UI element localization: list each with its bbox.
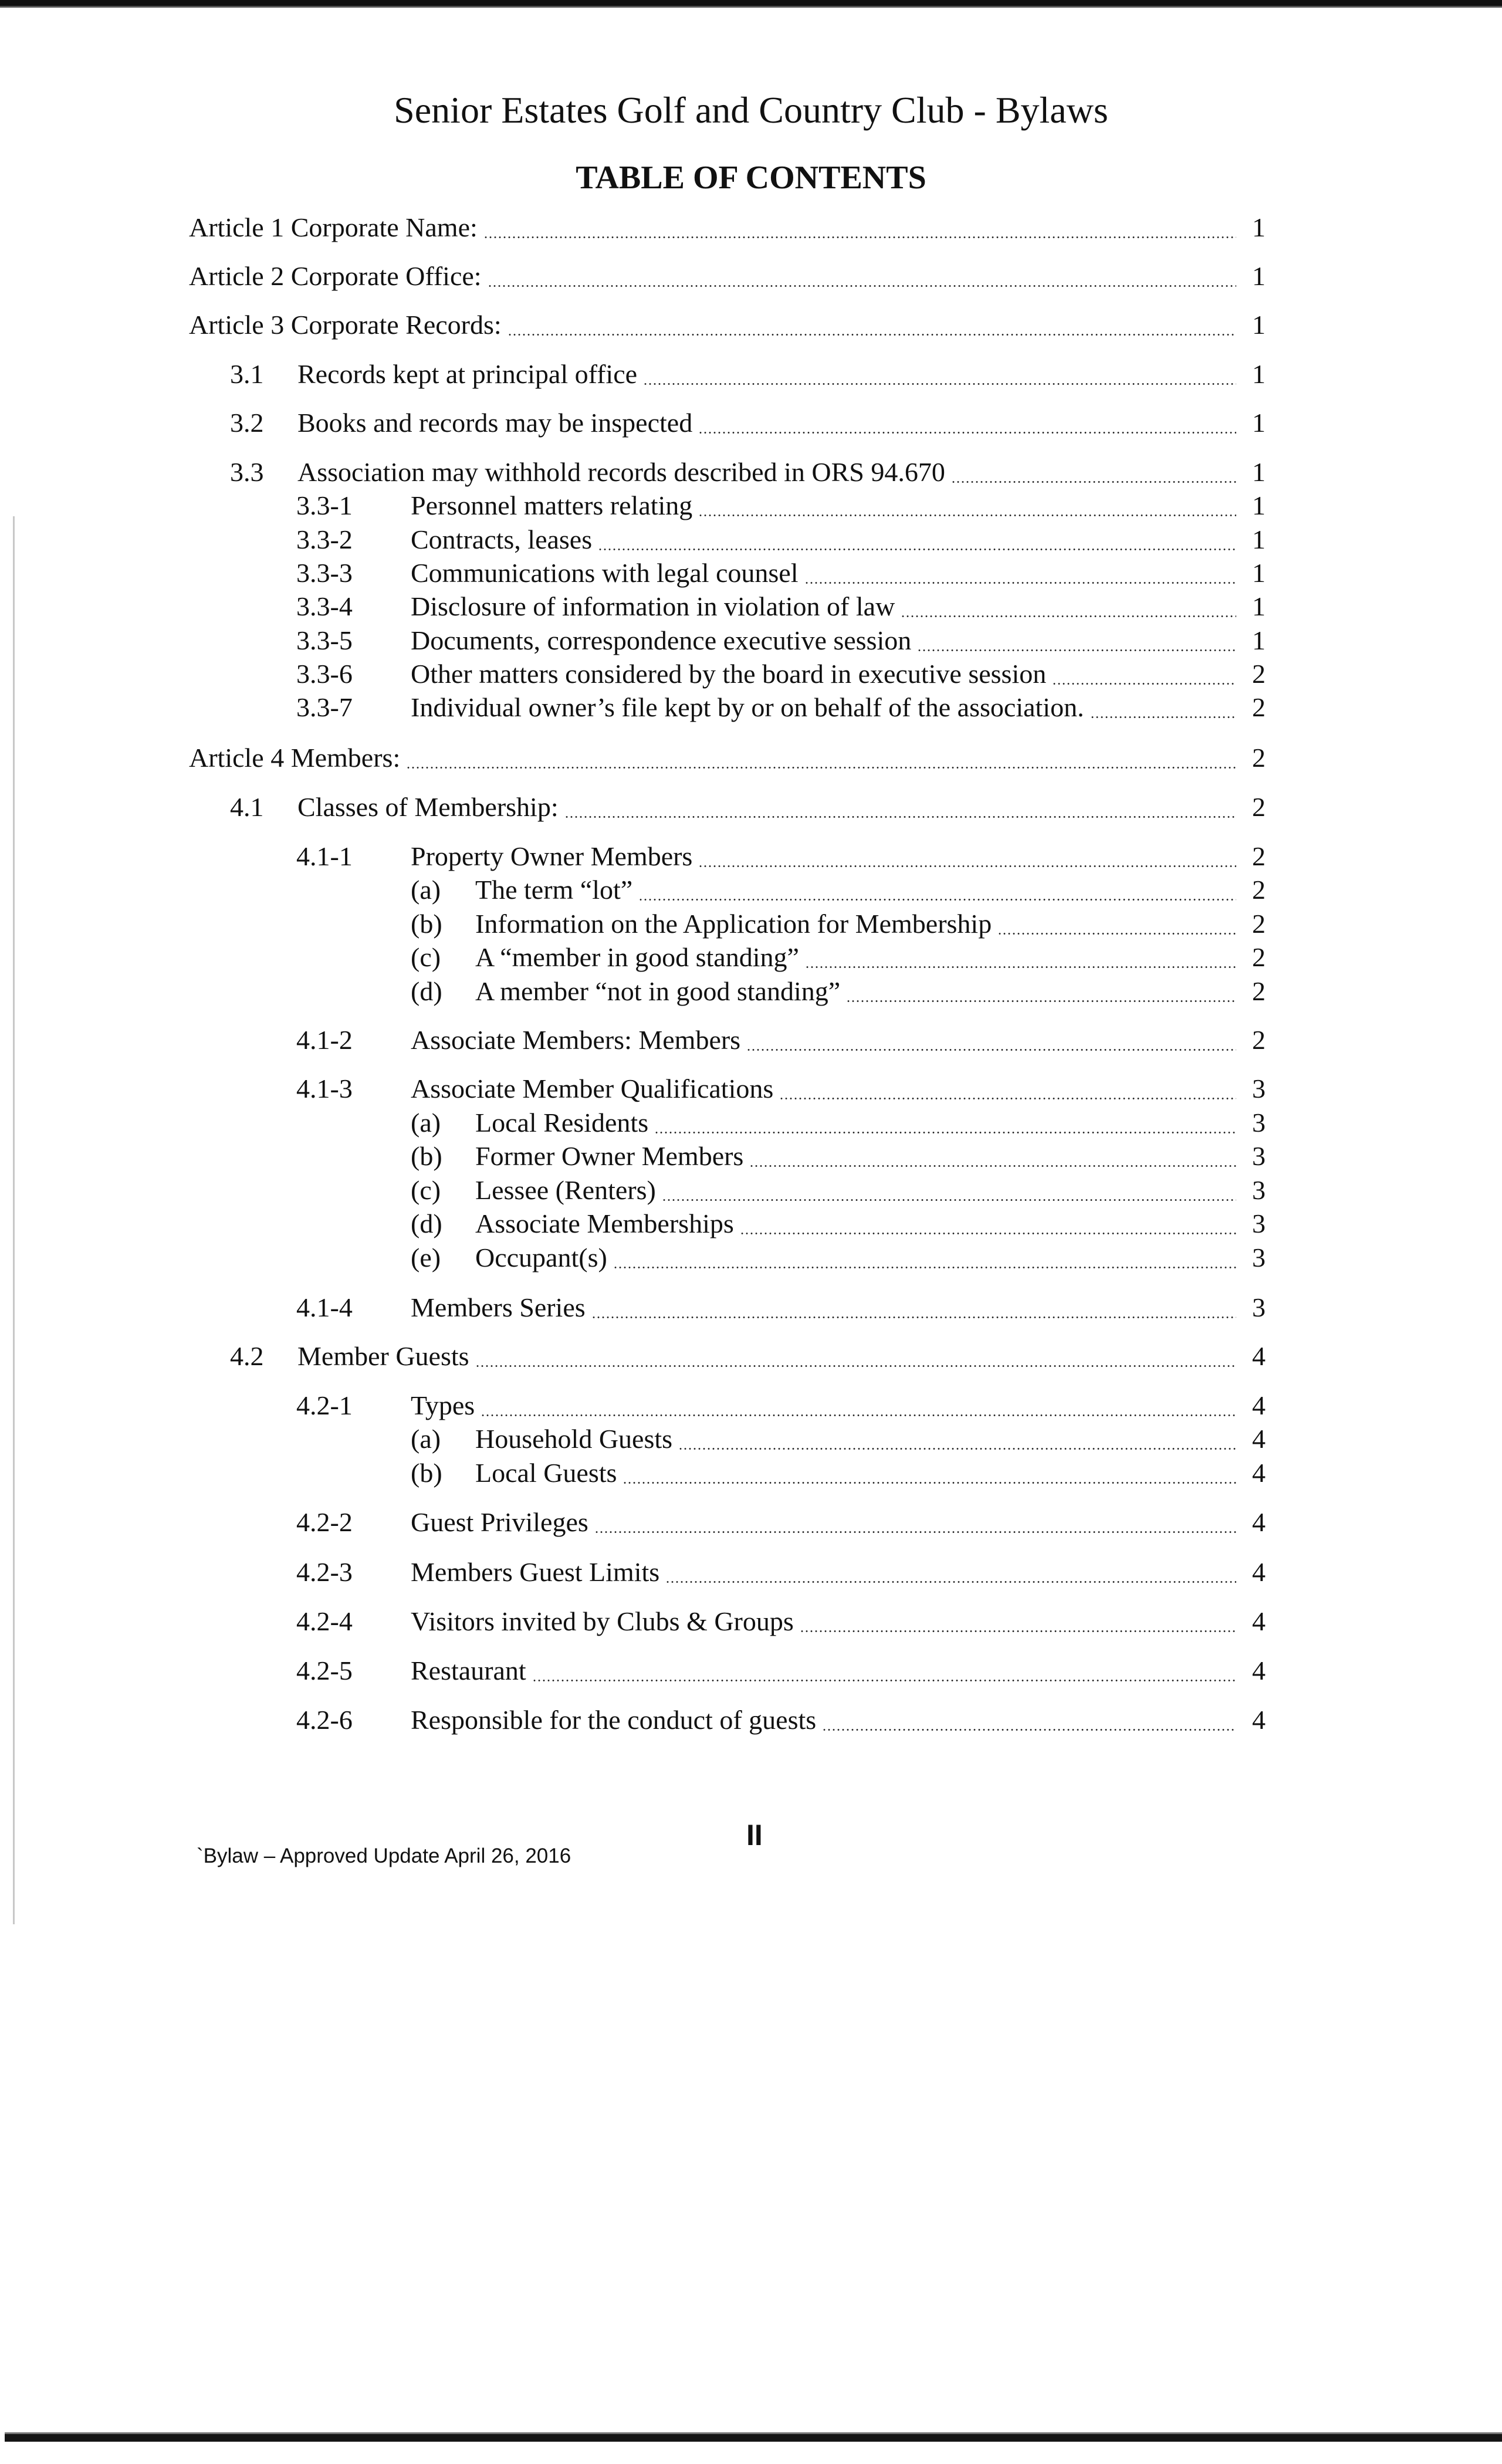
toc-entry-title: Disclosure of information in violation of law (411, 591, 895, 621)
toc-entry-page: 2 (1252, 942, 1266, 972)
toc-entry-number: (c) (411, 942, 441, 972)
toc-entry-page: 1 (1252, 408, 1266, 438)
toc-entry-title: Types (411, 1390, 475, 1420)
toc-entry-page: 3 (1252, 1209, 1266, 1238)
dot-leader (805, 966, 1236, 968)
toc-entry (296, 1023, 1266, 1058)
dot-leader (662, 1199, 1236, 1201)
scan-edge-bottom (5, 2432, 1502, 2443)
toc-entry-page: 4 (1252, 1341, 1266, 1371)
toc-entry-number: 3.3-3 (296, 558, 353, 588)
toc-entry-page: 2 (1252, 909, 1266, 939)
dot-leader (997, 933, 1236, 935)
toc-entry-title: Former Owner Members (475, 1141, 744, 1171)
toc-entry-title: Records kept at principal office (297, 359, 638, 389)
dot-leader (698, 865, 1236, 867)
dot-leader (901, 615, 1236, 617)
toc-entry (230, 790, 1266, 825)
toc-entry (230, 455, 1266, 490)
toc-entry (411, 1206, 1266, 1241)
toc-entry (189, 740, 1266, 776)
dot-leader (779, 1098, 1236, 1099)
toc-entry-number: 4.2-1 (296, 1390, 353, 1420)
dot-leader (638, 899, 1236, 901)
toc-entry-title: Contracts, leases (411, 524, 593, 554)
dot-leader (951, 481, 1236, 483)
toc-entry-number: (b) (411, 1141, 442, 1171)
toc-entry (296, 839, 1266, 874)
toc-entry-page: 1 (1252, 558, 1266, 588)
toc-entry-title: Other matters considered by the board in executive session (411, 659, 1047, 689)
toc-entry-number: 3.3-5 (296, 625, 353, 655)
toc-entry-page: 4 (1252, 1705, 1266, 1735)
toc-entry-number: 3.3-1 (296, 490, 353, 520)
toc-entry-number: (d) (411, 1209, 442, 1238)
toc-entry-number: (a) (411, 1108, 441, 1138)
toc-entry-title: The term “lot” (475, 875, 633, 905)
toc-entry-title: Household Guests (475, 1424, 673, 1454)
dot-leader (1052, 683, 1236, 685)
toc-entry-title: Local Guests (475, 1458, 617, 1488)
toc-entry (296, 556, 1266, 591)
toc-entry-number: 4.2 (230, 1341, 264, 1371)
toc-entry-page: 2 (1252, 841, 1266, 871)
toc-entry-title: Individual owner’s file kept by or on behalf of the association. (411, 692, 1084, 722)
toc-entry-title: Books and records may be inspected (297, 408, 693, 438)
dot-leader (488, 285, 1236, 287)
toc-entry-title: Associate Member Qualifications (411, 1074, 774, 1104)
toc-entry (296, 1555, 1266, 1590)
toc-entry-page: 1 (1252, 261, 1266, 291)
toc-entry (411, 1456, 1266, 1491)
toc-entry (296, 589, 1266, 624)
dot-leader (804, 582, 1236, 584)
toc-entry (411, 974, 1266, 1009)
toc-entry-number: 3.3-4 (296, 591, 353, 621)
toc-entry-title: Associate Members: Members (411, 1025, 741, 1055)
toc-entry-title: A “member in good standing” (475, 942, 799, 972)
toc-entry-page: 1 (1252, 212, 1266, 242)
toc-entry (296, 488, 1266, 523)
toc-entry (296, 1505, 1266, 1540)
toc-entry-title: Local Residents (475, 1108, 649, 1138)
toc-entry-title: Communications with legal counsel (411, 558, 799, 588)
toc-entry-title: Guest Privileges (411, 1507, 588, 1537)
toc-entry (296, 1071, 1266, 1106)
dot-leader (654, 1132, 1236, 1133)
toc-entry-number: (b) (411, 909, 442, 939)
toc-entry (296, 656, 1266, 692)
toc-entry-page: 1 (1252, 359, 1266, 389)
toc-entry-page: 3 (1252, 1292, 1266, 1322)
toc-entry-number: 4.1-2 (296, 1025, 353, 1055)
toc-entry (230, 357, 1266, 392)
toc-entry-title: Member Guests (297, 1341, 469, 1371)
dot-leader (846, 1000, 1236, 1002)
toc-entry-number: 4.1-3 (296, 1074, 353, 1104)
toc-entry (411, 1421, 1266, 1457)
toc-entry-page: 1 (1252, 625, 1266, 655)
toc-heading: TABLE OF CONTENTS (576, 160, 926, 196)
toc-entry (411, 1105, 1266, 1140)
dot-leader (1090, 716, 1236, 718)
toc-entry (296, 623, 1266, 658)
toc-entry-page: 1 (1252, 591, 1266, 621)
toc-entry-number: 4.2-4 (296, 1606, 353, 1636)
page-number: II (746, 1819, 763, 1852)
toc-entry (189, 259, 1266, 294)
toc-entry-page: 3 (1252, 1243, 1266, 1272)
dot-leader (406, 767, 1236, 769)
toc-entry-number: 4.2-3 (296, 1557, 353, 1587)
toc-entry-page: 1 (1252, 310, 1266, 340)
toc-entry (411, 1240, 1266, 1275)
toc-entry (296, 1290, 1266, 1325)
dot-leader (564, 816, 1236, 818)
toc-entry-page: 4 (1252, 1458, 1266, 1488)
toc-entry-page: 3 (1252, 1141, 1266, 1171)
toc-entry-title: Property Owner Members (411, 841, 693, 871)
toc-entry-page: 3 (1252, 1108, 1266, 1138)
toc-entry (189, 307, 1266, 343)
toc-entry-page: 2 (1252, 792, 1266, 822)
dot-leader (598, 549, 1236, 550)
toc-entry (296, 690, 1266, 725)
toc-entry (296, 1703, 1266, 1738)
toc-entry-page: 4 (1252, 1656, 1266, 1685)
scan-edge-top (0, 0, 1502, 9)
toc-entry-number: 3.3 (230, 457, 264, 487)
toc-entry-number: 3.3-2 (296, 524, 353, 554)
toc-entry (411, 940, 1266, 975)
toc-entry (230, 405, 1266, 441)
toc-entry-title: Associate Memberships (475, 1209, 734, 1238)
toc-entry-title: Occupant(s) (475, 1243, 607, 1272)
toc-entry-title: Classes of Membership: (297, 792, 559, 822)
toc-entry-page: 2 (1252, 1025, 1266, 1055)
toc-entry-title: Members Series (411, 1292, 586, 1322)
toc-entry-page: 2 (1252, 692, 1266, 722)
toc-entry-title: Personnel matters relating (411, 490, 693, 520)
toc-entry-number: (d) (411, 976, 442, 1006)
dot-leader (822, 1729, 1236, 1731)
toc-entry-number: 3.3-6 (296, 659, 353, 689)
toc-entry-title: Visitors invited by Clubs & Groups (411, 1606, 794, 1636)
toc-entry-number: 3.2 (230, 408, 264, 438)
toc-entry (411, 906, 1266, 942)
toc-entry-number: 4.2-5 (296, 1656, 353, 1685)
dot-leader (665, 1581, 1236, 1583)
dot-leader (678, 1448, 1236, 1450)
toc-entry-number: 4.1-1 (296, 841, 353, 871)
scan-edge-left (13, 516, 15, 1924)
toc-entry-page: 1 (1252, 524, 1266, 554)
toc-entry-page: 2 (1252, 875, 1266, 905)
dot-leader (591, 1316, 1236, 1318)
toc-entry-title: Information on the Application for Membership (475, 909, 992, 939)
toc-entry-page: 1 (1252, 457, 1266, 487)
toc-entry-number: (a) (411, 875, 441, 905)
toc-entry-page: 2 (1252, 743, 1266, 773)
toc-entry-title: Article 3 Corporate Records: (189, 310, 502, 340)
toc-entry-title: Article 4 Members: (189, 743, 401, 773)
toc-entry-page: 4 (1252, 1390, 1266, 1420)
toc-entry (411, 1139, 1266, 1174)
toc-entry-number: 3.3-7 (296, 692, 353, 722)
toc-entry (296, 1604, 1266, 1639)
dot-leader (481, 1414, 1236, 1416)
toc-entry-number: 4.1-4 (296, 1292, 353, 1322)
dot-leader (917, 649, 1236, 651)
toc-entry-title: Lessee (Renters) (475, 1175, 656, 1205)
toc-entry-title: Documents, correspondence executive session (411, 625, 912, 655)
toc-entry-number: 3.1 (230, 359, 264, 389)
toc-entry-page: 2 (1252, 976, 1266, 1006)
toc-entry-number: (e) (411, 1243, 441, 1272)
toc-entry (296, 1653, 1266, 1688)
dot-leader (594, 1531, 1236, 1533)
toc-entry-title: Association may withhold records described in ORS 94.670 (297, 457, 945, 487)
toc-entry-title: A member “not in good standing” (475, 976, 841, 1006)
toc-entry-number: (b) (411, 1458, 442, 1488)
dot-leader (532, 1680, 1236, 1681)
toc-entry-number: 4.2-2 (296, 1507, 353, 1537)
dot-leader (475, 1365, 1236, 1367)
dot-leader (749, 1165, 1236, 1167)
toc-entry-page: 4 (1252, 1424, 1266, 1454)
toc-entry (189, 210, 1266, 245)
dot-leader (623, 1482, 1236, 1484)
dot-leader (800, 1630, 1236, 1632)
toc-entry-number: 4.2-6 (296, 1705, 353, 1735)
dot-leader (613, 1267, 1236, 1268)
dot-leader (740, 1233, 1236, 1234)
toc-entry-page: 4 (1252, 1606, 1266, 1636)
toc-entry-title: Responsible for the conduct of guests (411, 1705, 817, 1735)
dot-leader (698, 432, 1236, 434)
toc-entry (296, 1388, 1266, 1423)
dot-leader (698, 515, 1236, 516)
toc-entry-number: (c) (411, 1175, 441, 1205)
toc-entry-page: 3 (1252, 1175, 1266, 1205)
toc-entry (296, 522, 1266, 557)
toc-entry (230, 1339, 1266, 1374)
toc-entry (411, 1173, 1266, 1208)
toc-entry (411, 872, 1266, 908)
dot-leader (746, 1049, 1236, 1051)
toc-entry-title: Article 2 Corporate Office: (189, 261, 482, 291)
toc-entry-page: 4 (1252, 1557, 1266, 1587)
toc-entry-title: Members Guest Limits (411, 1557, 660, 1587)
page-title: Senior Estates Golf and Country Club - Bylaws (394, 89, 1108, 131)
toc-entry-page: 2 (1252, 659, 1266, 689)
toc-entry-page: 3 (1252, 1074, 1266, 1104)
toc-entry-title: Article 1 Corporate Name: (189, 212, 478, 242)
toc-entry-number: (a) (411, 1424, 441, 1454)
dot-leader (483, 236, 1236, 238)
toc-entry-page: 4 (1252, 1507, 1266, 1537)
dot-leader (643, 383, 1236, 385)
toc-entry-number: 4.1 (230, 792, 264, 822)
toc-entry-page: 1 (1252, 490, 1266, 520)
toc-entry-title: Restaurant (411, 1656, 526, 1685)
dot-leader (508, 334, 1236, 336)
footer-note: `Bylaw – Approved Update April 26, 2016 (197, 1844, 571, 1867)
